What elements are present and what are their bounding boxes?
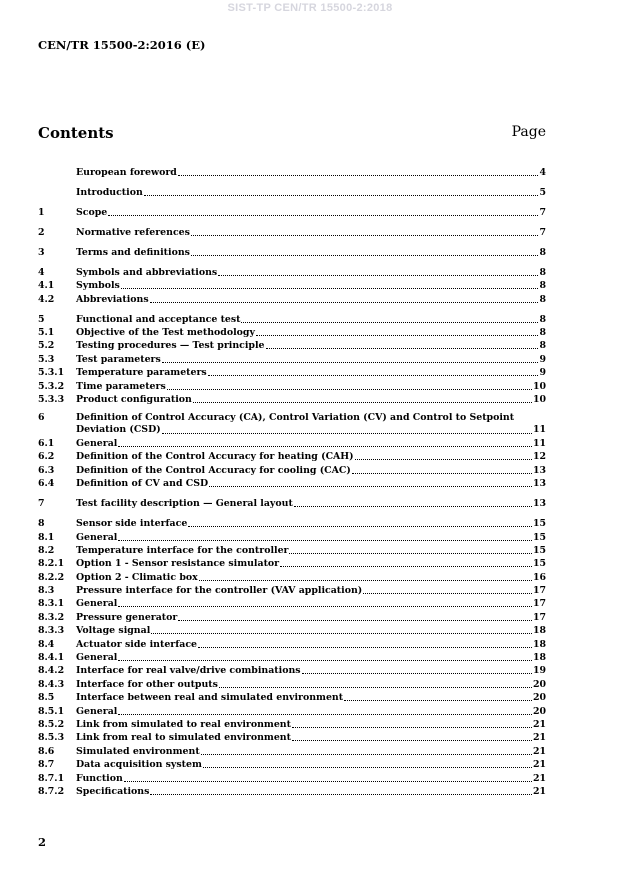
dot-leader — [198, 647, 532, 648]
toc-title: Normative references — [76, 226, 190, 238]
toc-entry[interactable] — [38, 676, 546, 689]
toc-page: 21 — [532, 732, 546, 744]
dot-leader — [292, 727, 532, 728]
toc-entry[interactable] — [38, 663, 546, 676]
toc-page: 20 — [532, 678, 546, 690]
toc-page: 13 — [532, 464, 546, 476]
toc-number: 8.3.1 — [38, 598, 65, 610]
toc-page: 5 — [539, 186, 546, 198]
toc-title: Testing procedures — Test principle — [76, 340, 265, 352]
toc-entry[interactable] — [38, 690, 546, 703]
dot-leader — [124, 781, 532, 782]
toc-entry[interactable] — [38, 496, 546, 509]
toc-page: 9 — [539, 353, 546, 365]
toc-number: 6 — [38, 411, 45, 423]
toc-page: 10 — [532, 394, 546, 406]
toc-number: 8.3.3 — [38, 625, 65, 637]
toc-title: European foreword — [76, 166, 177, 178]
toc-number: 8.5.2 — [38, 719, 65, 730]
dot-leader — [292, 740, 532, 741]
toc-number: 8 — [38, 518, 45, 530]
toc-entry[interactable] — [38, 623, 546, 636]
toc-number: 3 — [38, 246, 45, 258]
toc-page: 15 — [532, 518, 546, 530]
toc-entry[interactable] — [38, 365, 546, 378]
toc-title: Function — [76, 772, 123, 784]
toc-entry[interactable] — [38, 392, 546, 405]
toc-title: Definition of the Control Accuracy for heating (CAH) — [76, 451, 354, 463]
toc-page: 4 — [539, 166, 546, 178]
dot-leader — [150, 794, 532, 795]
dot-leader — [191, 255, 539, 256]
toc-number: 8.5.1 — [38, 705, 65, 717]
dot-leader — [280, 566, 532, 567]
toc-number: 8.7.1 — [38, 772, 65, 784]
dot-leader — [151, 633, 532, 634]
toc-title: Test parameters — [76, 353, 161, 365]
toc-entry[interactable] — [38, 291, 546, 304]
toc-title: Time parameters — [76, 380, 166, 392]
toc-page: 13 — [532, 478, 546, 490]
dot-leader — [355, 459, 532, 460]
toc-number: 8.5 — [38, 692, 55, 704]
toc-number: 8.7 — [38, 759, 55, 771]
toc-entry[interactable] — [38, 185, 546, 198]
dot-leader — [178, 175, 539, 176]
dot-leader — [199, 580, 532, 581]
table-of-contents — [38, 158, 546, 797]
document-id: CEN/TR 15500-2:2016 (E) — [38, 38, 206, 52]
toc-number: 8.4.3 — [38, 678, 65, 690]
toc-entry[interactable] — [38, 609, 546, 622]
dot-leader — [294, 506, 532, 507]
toc-page: 15 — [532, 544, 546, 556]
toc-title: Link from simulated to real environment — [76, 719, 291, 730]
toc-number: 8.4.1 — [38, 652, 65, 664]
toc-entry[interactable] — [38, 325, 546, 338]
toc-page: 15 — [532, 558, 546, 570]
toc-page: 12 — [532, 451, 546, 463]
toc-entry[interactable] — [38, 351, 546, 364]
toc-entry[interactable] — [38, 205, 546, 218]
dot-leader — [191, 235, 539, 236]
toc-page: 8 — [539, 327, 546, 339]
toc-number: 5.1 — [38, 327, 55, 339]
toc-number: 2 — [38, 226, 45, 238]
dot-leader — [188, 526, 532, 527]
toc-title: Link from real to simulated environment — [76, 732, 291, 744]
toc-page: 11 — [532, 423, 546, 435]
toc-page: 9 — [539, 367, 546, 379]
dot-leader — [150, 302, 539, 303]
toc-page: 11 — [532, 438, 546, 449]
toc-entry[interactable] — [38, 462, 546, 475]
toc-number: 8.2.2 — [38, 571, 65, 583]
toc-title: Voltage signal — [76, 625, 151, 637]
toc-page: 19 — [532, 665, 546, 677]
toc-title: Option 1 - Sensor resistance simulator — [76, 558, 280, 570]
toc-page: 17 — [532, 598, 546, 610]
toc-title: Interface between real and simulated environment — [76, 692, 344, 704]
toc-title: Actuator side interface — [76, 638, 198, 650]
toc-number: 8.4.2 — [38, 665, 65, 677]
toc-entry[interactable] — [38, 265, 546, 278]
toc-entry[interactable] — [38, 743, 546, 756]
toc-number: 6.3 — [38, 464, 55, 476]
toc-number: 8.7.2 — [38, 785, 65, 797]
toc-entry[interactable] — [38, 245, 546, 258]
toc-title: Option 2 - Climatic box — [76, 571, 198, 583]
dot-leader — [118, 540, 532, 541]
toc-page: 8 — [539, 293, 546, 305]
dot-leader — [344, 700, 532, 701]
toc-page: 21 — [532, 785, 546, 797]
toc-entry[interactable] — [38, 449, 546, 462]
toc-title: Test facility description — General layout — [76, 498, 293, 510]
toc-page: 20 — [532, 692, 546, 704]
dot-leader — [203, 767, 532, 768]
toc-number: 5.3.2 — [38, 380, 65, 392]
toc-title: Sensor side interface — [76, 518, 188, 530]
toc-number: 5.3 — [38, 353, 55, 365]
toc-number: 6.1 — [38, 438, 55, 449]
dot-leader — [302, 673, 532, 674]
toc-entry[interactable] — [38, 770, 546, 783]
toc-title: Objective of the Test methodology — [76, 327, 255, 339]
toc-title: Temperature parameters — [76, 367, 207, 379]
toc-entry[interactable] — [38, 165, 546, 178]
toc-entry[interactable] — [38, 543, 546, 556]
toc-title: Data acquisition system — [76, 759, 202, 771]
toc-entry[interactable] — [38, 476, 546, 489]
dot-leader — [121, 288, 539, 289]
dot-leader — [218, 275, 538, 276]
toc-number: 8.5.3 — [38, 732, 65, 744]
toc-entry[interactable] — [38, 338, 546, 351]
toc-number: 8.3 — [38, 585, 55, 597]
toc-title: General — [76, 531, 118, 543]
toc-number: 8.2.1 — [38, 558, 65, 570]
toc-entry[interactable] — [38, 730, 546, 743]
toc-page: 7 — [539, 206, 546, 218]
toc-page: 10 — [532, 380, 546, 392]
toc-page: 8 — [539, 280, 546, 292]
toc-title: Abbreviations — [76, 293, 149, 305]
toc-number: 1 — [38, 206, 45, 218]
toc-title: General — [76, 438, 118, 449]
toc-page: 21 — [532, 719, 546, 730]
dot-leader — [167, 389, 532, 390]
toc-title: Introduction — [76, 186, 143, 198]
dot-leader — [118, 660, 532, 661]
toc-page: 15 — [532, 531, 546, 543]
dot-leader — [162, 362, 539, 363]
toc-title: Functional and acceptance test — [76, 313, 241, 325]
dot-leader — [162, 433, 532, 434]
dot-leader — [219, 687, 532, 688]
dot-leader — [118, 714, 532, 715]
page-column-label: Page — [511, 124, 546, 140]
toc-entry[interactable] — [38, 569, 546, 582]
dot-leader — [178, 620, 532, 621]
toc-entry[interactable] — [38, 225, 546, 238]
toc-entry[interactable] — [38, 596, 546, 609]
toc-title: General — [76, 598, 118, 610]
toc-number: 6.2 — [38, 451, 55, 463]
toc-title: Interface for other outputs — [76, 678, 218, 690]
toc-entry[interactable] — [38, 556, 546, 569]
toc-number: 5.2 — [38, 340, 55, 352]
dot-leader — [241, 322, 538, 323]
toc-number: 4.1 — [38, 280, 55, 292]
toc-title: Specifications — [76, 785, 150, 797]
toc-title-continued: Deviation (CSD) — [76, 423, 161, 435]
toc-entry[interactable] — [38, 378, 546, 391]
toc-number: 5.3.3 — [38, 394, 65, 406]
toc-page: 20 — [532, 705, 546, 717]
toc-number: 5 — [38, 313, 45, 325]
toc-number: 8.3.2 — [38, 611, 65, 623]
toc-number: 8.4 — [38, 638, 55, 650]
toc-title: Symbols — [76, 280, 120, 292]
dot-leader — [209, 486, 532, 487]
dot-leader — [363, 593, 532, 594]
toc-title: Definition of Control Accuracy (CA), Control Variation (CV) and Control to Setpoint — [76, 411, 515, 423]
toc-page: 18 — [532, 638, 546, 650]
dot-leader — [266, 348, 539, 349]
toc-page: 18 — [532, 625, 546, 637]
toc-page: 18 — [532, 652, 546, 664]
dot-leader — [201, 754, 532, 755]
dot-leader — [118, 606, 532, 607]
toc-page: 16 — [532, 571, 546, 583]
toc-number: 4.2 — [38, 293, 55, 305]
toc-entry[interactable] — [38, 529, 546, 542]
toc-title: General — [76, 652, 118, 664]
dot-leader — [208, 375, 539, 376]
toc-title: Interface for real valve/drive combinations — [76, 665, 301, 677]
toc-title: Temperature interface for the controller — [76, 544, 289, 556]
toc-title: Scope — [76, 206, 108, 218]
toc-number: 6.4 — [38, 478, 55, 490]
toc-page: 13 — [532, 498, 546, 510]
toc-title: Pressure interface for the controller (VAV application) — [76, 585, 363, 597]
dot-leader — [289, 553, 531, 554]
toc-number: 8.2 — [38, 544, 55, 556]
toc-entry[interactable] — [38, 311, 546, 324]
toc-page: 21 — [532, 772, 546, 784]
dot-leader — [352, 473, 532, 474]
toc-entry[interactable] — [38, 583, 546, 596]
toc-entry[interactable] — [38, 784, 546, 797]
toc-number: 5.3.1 — [38, 367, 65, 379]
dot-leader — [144, 195, 539, 196]
toc-title: Symbols and abbreviations — [76, 266, 218, 278]
dot-leader — [193, 402, 532, 403]
toc-title: General — [76, 705, 118, 717]
toc-title: Product configuration — [76, 394, 192, 406]
toc-page: 8 — [539, 313, 546, 325]
toc-title: Pressure generator — [76, 611, 178, 623]
toc-title: Definition of the Control Accuracy for cooling (CAC) — [76, 464, 351, 476]
toc-page: 21 — [532, 759, 546, 771]
toc-title: Simulated environment — [76, 745, 200, 757]
toc-entry[interactable] — [38, 412, 546, 436]
toc-page: 17 — [532, 585, 546, 597]
toc-page: 7 — [539, 226, 546, 238]
toc-page: 8 — [539, 246, 546, 258]
watermark: SIST-TP CEN/TR 15500-2:2018 — [227, 2, 393, 14]
toc-number: 7 — [38, 498, 45, 510]
toc-title: Definition of CV and CSD — [76, 478, 209, 490]
toc-number: 8.6 — [38, 745, 55, 757]
toc-entry[interactable] — [38, 703, 546, 716]
toc-page: 21 — [532, 745, 546, 757]
toc-page: 17 — [532, 611, 546, 623]
toc-number: 4 — [38, 266, 45, 278]
toc-entry[interactable] — [38, 436, 546, 449]
page-number: 2 — [38, 835, 47, 849]
toc-entry[interactable] — [38, 717, 546, 730]
dot-leader — [108, 215, 538, 216]
toc-number: 8.1 — [38, 531, 55, 543]
contents-title: Contents — [38, 124, 114, 142]
toc-page: 8 — [539, 340, 546, 352]
toc-title: Terms and definitions — [76, 246, 190, 258]
toc-entry[interactable] — [38, 636, 546, 649]
toc-entry[interactable] — [38, 278, 546, 291]
toc-page: 8 — [539, 266, 546, 278]
toc-entry[interactable] — [38, 650, 546, 663]
dot-leader — [118, 446, 532, 447]
toc-entry[interactable] — [38, 757, 546, 770]
dot-leader — [256, 335, 539, 336]
toc-entry[interactable] — [38, 516, 546, 529]
